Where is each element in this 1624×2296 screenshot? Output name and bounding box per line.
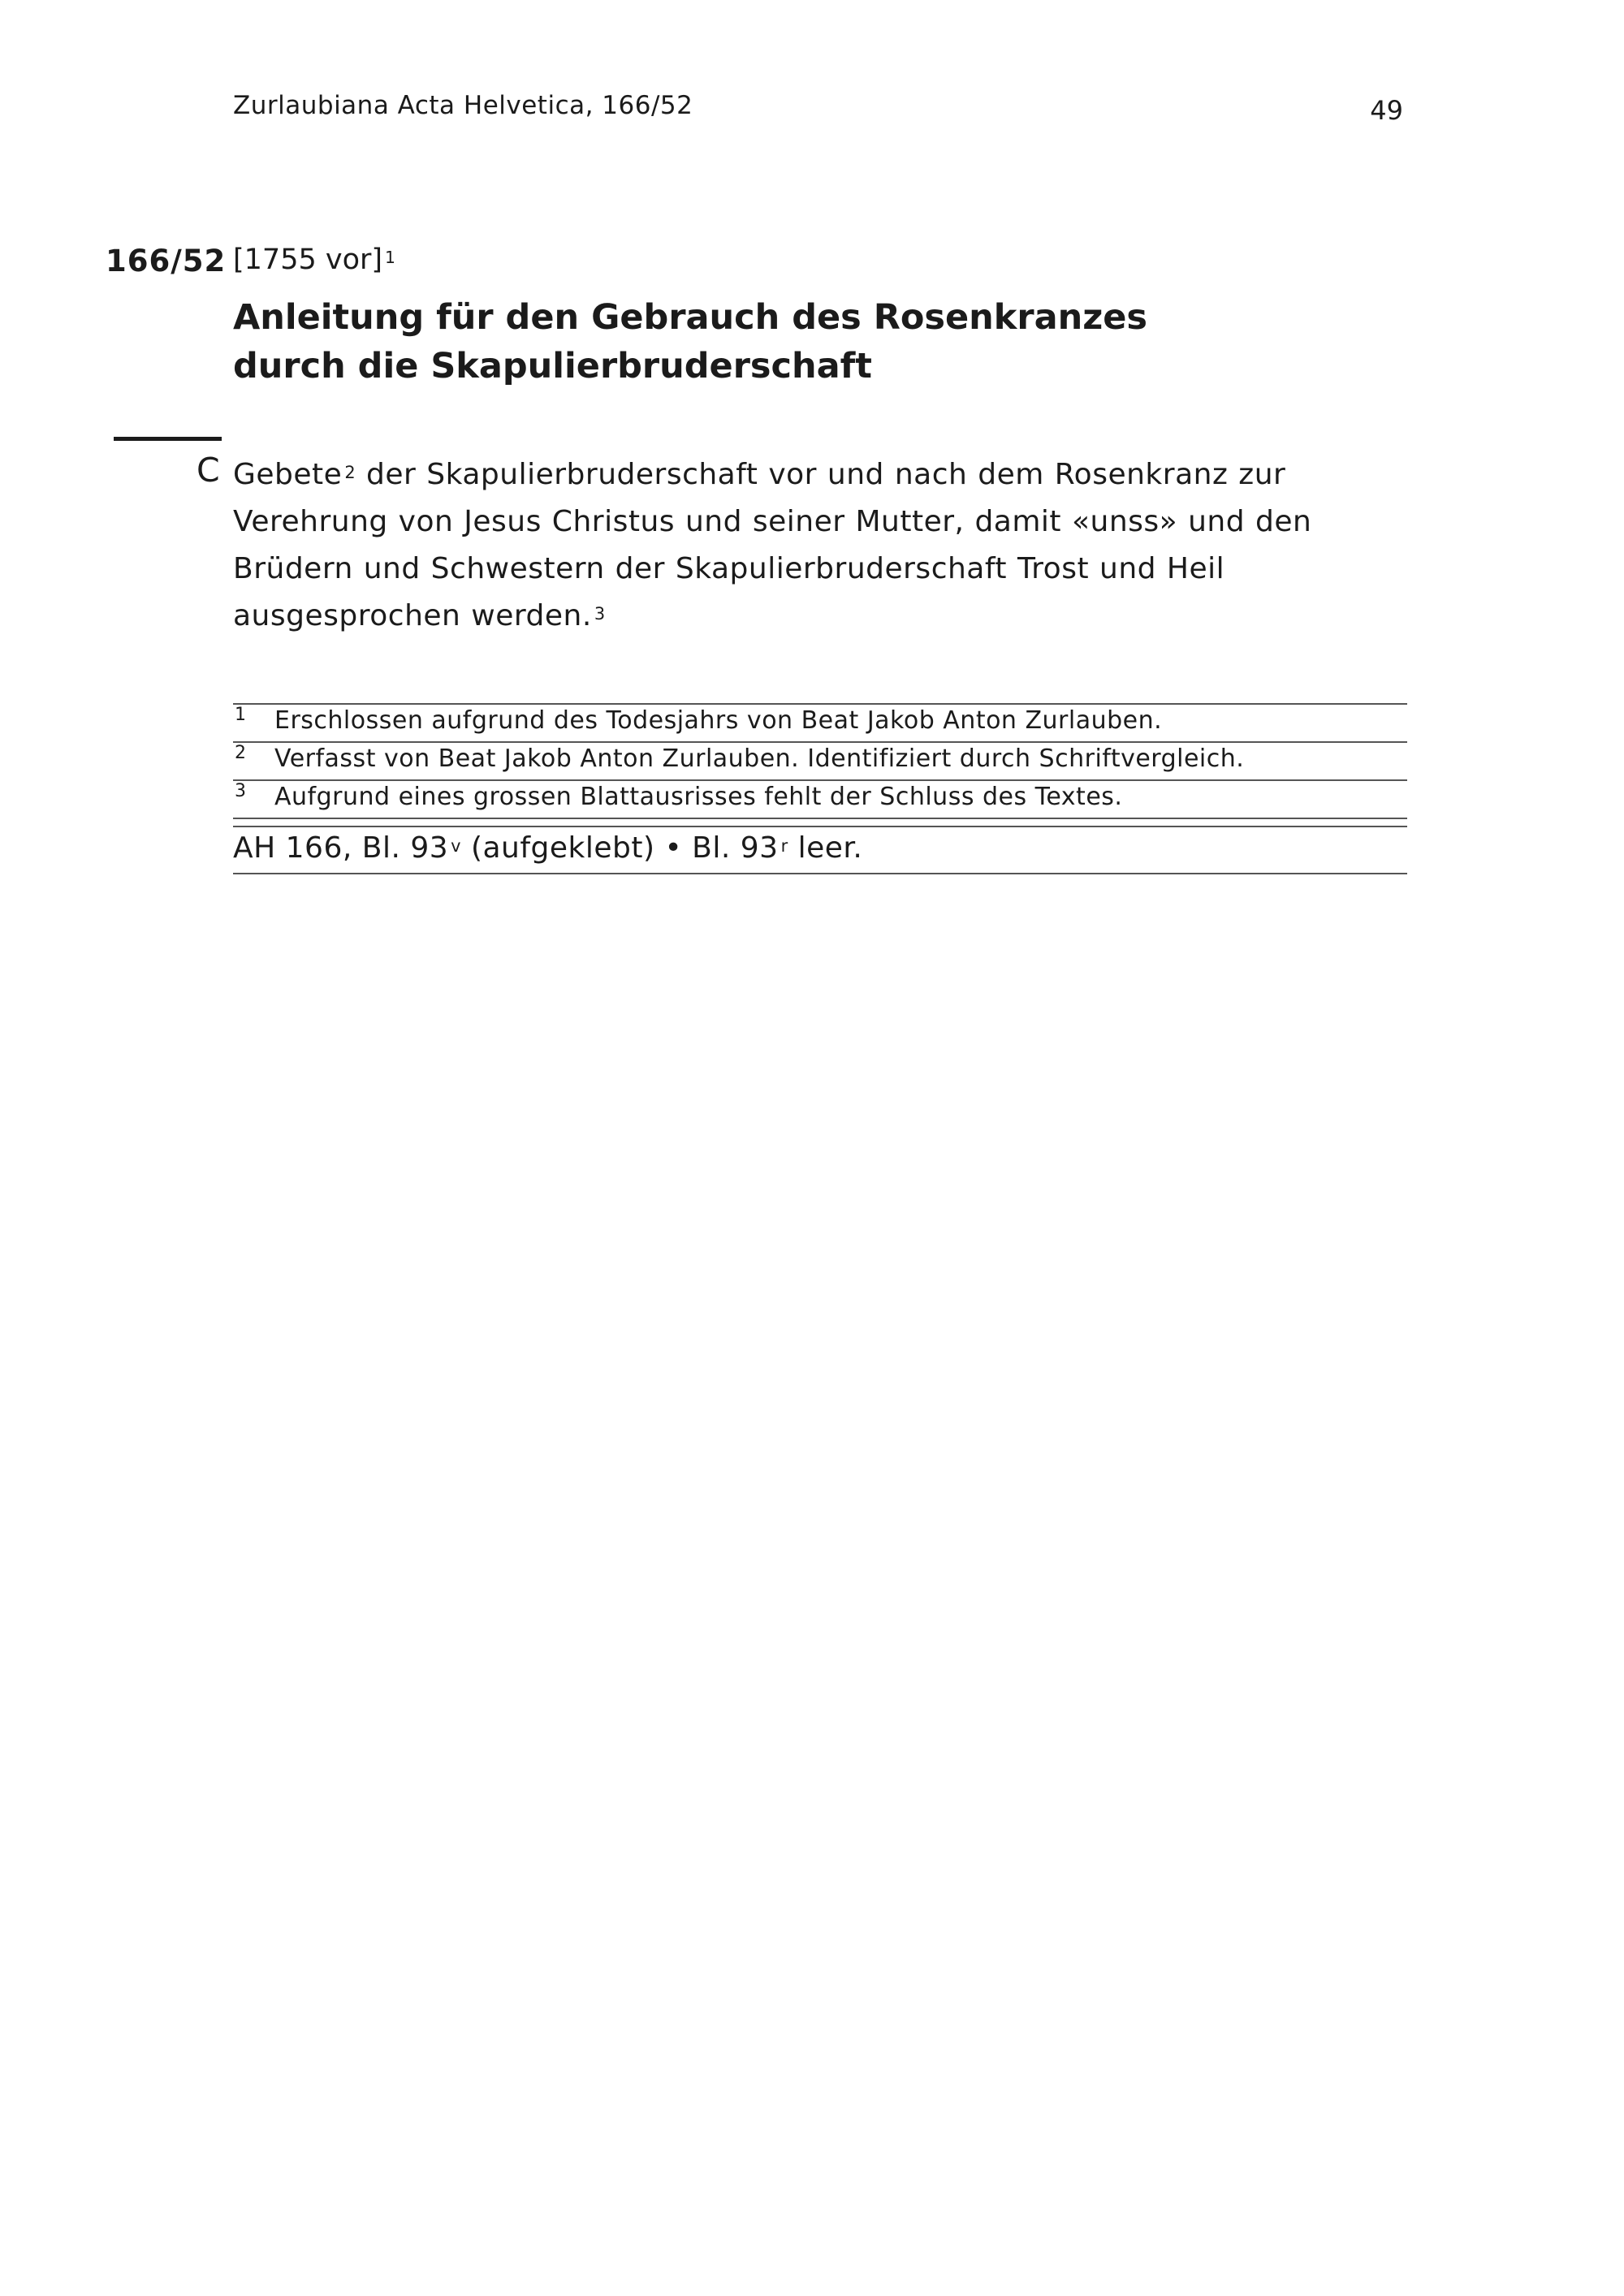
shelfmark [233, 827, 1407, 874]
footnote-text: Aufgrund eines grossen Blattausrisses fehlt der Schluss des Textes. [274, 783, 1123, 811]
entry-number: 166/52 [106, 244, 227, 278]
summary-text-1: Gebete [233, 458, 343, 491]
footnote-ref-3[interactable]: 3 [594, 603, 606, 624]
source-siglum: C [197, 451, 220, 490]
shelfmark-text-3: leer. [788, 831, 863, 865]
footnote-3 [233, 781, 1407, 819]
margin-rule [114, 437, 222, 441]
page-number: 49 [1370, 95, 1403, 126]
summary-text-2: der Skapulierbruderschaft vor und nach dem Rosenkranz zur Verehrung von Jesus Christus und seiner Mutter, damit «unss» und den Brüdern und Schwestern der Skapulierbruderschaft Trost und Heil ausgesprochen werden. [233, 458, 1312, 632]
entry-summary [233, 451, 1410, 640]
footnote-marker: 1 [235, 705, 246, 725]
footnotes [233, 703, 1407, 874]
shelfmark-recto: r [780, 835, 788, 856]
entry-date-text: [1755 vor] [233, 244, 383, 276]
shelfmark-verso: v [451, 835, 461, 856]
footnote-marker: 3 [235, 781, 246, 801]
shelfmark-text-1: AH 166, Bl. 93 [233, 831, 449, 865]
footnote-divider [233, 819, 1407, 827]
footnote-text: Erschlossen aufgrund des Todesjahrs von Beat Jakob Anton Zurlauben. [274, 706, 1163, 735]
footnote-ref-2[interactable]: 2 [344, 462, 356, 482]
footnote-2 [233, 743, 1407, 781]
footnote-ref-1[interactable]: 1 [385, 247, 395, 267]
footnote-marker: 2 [235, 743, 246, 763]
entry-title: Anleitung für den Gebrauch des Rosenkranzes durch die Skapulierbruderschaft [233, 297, 1147, 386]
running-head: Zurlaubiana Acta Helvetica, 166/52 [233, 91, 693, 120]
entry-date [233, 244, 395, 276]
footnote-text: Verfasst von Beat Jakob Anton Zurlauben. Identifiziert durch Schriftvergleich. [274, 744, 1245, 773]
footnote-1 [233, 705, 1407, 743]
shelfmark-text-2: (aufgeklebt) • Bl. 93 [461, 831, 779, 865]
